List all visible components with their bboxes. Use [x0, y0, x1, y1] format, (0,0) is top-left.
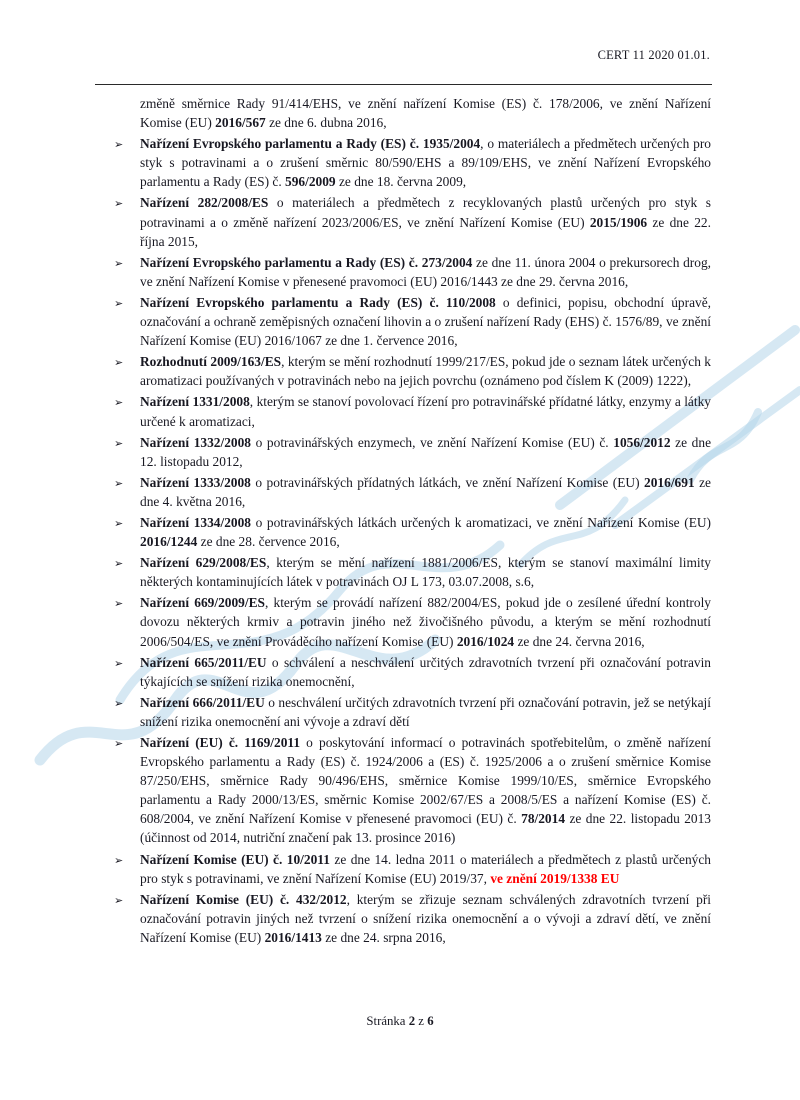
- text-run: Nařízení 669/2009/ES: [140, 595, 265, 611]
- text-run: o schválení a neschválení určitých zdravotních tvrzení při označování potravin týkajících se snížení rizika onemocnění,: [140, 654, 711, 689]
- text-run: ze dne 22. listopadu 2013 (účinnost od 2014, nutriční značení pak 13. prosince 2016): [140, 811, 711, 846]
- regulation-item: [114, 134, 711, 191]
- text-run: o materiálech a předmětech z recyklovaných plastů určených pro styk s potravinami a o změně nařízení 2023/2006/ES, ve znění Nařízení Komise (EU): [140, 195, 711, 230]
- bullet-arrow-icon: ➢: [114, 516, 124, 530]
- text-run: o potravinářských enzymech, ve znění Nařízení Komise (EU) č.: [251, 434, 614, 450]
- text-run: Nařízení Komise (EU) č. 10/2011: [140, 851, 330, 867]
- text-run: o neschválení určitých zdravotních tvrzení při označování potravin, jež se netýkají snížení rizika onemocnění ani vývoje a zdraví dětí: [140, 694, 711, 729]
- text-run: Nařízení Evropského parlamentu a Rady (ES) č. 1935/2004: [140, 136, 481, 152]
- text-run: , kterým se mění rozhodnutí 1999/217/ES, pokud jde o seznam látek určených k aromatizaci používaných v potravinách nebo na jejich povrchu (oznámeno pod číslem K (2009) 1222),: [140, 354, 711, 389]
- text-run: ze dne 24. srpna 2016,: [321, 929, 446, 945]
- text-run: Nařízení 282/2008/ES: [140, 195, 269, 211]
- regulation-item: [114, 433, 712, 471]
- text-run: Nařízení Komise (EU) č. 432/2012: [140, 891, 347, 907]
- regulation-item: [114, 513, 712, 551]
- text-run: Stránka: [366, 1014, 409, 1028]
- header-rule: [95, 84, 712, 85]
- text-run: , o materiálech a předmětech určených pro styk s potravinami a o zrušení směrnic 80/590/EHS a 89/109/EHS, ve znění Nařízení Evropského parlamentu a Rady (ES) č.: [140, 136, 711, 190]
- regulation-item: [114, 733, 711, 848]
- regulation-item: [114, 693, 711, 731]
- bullet-arrow-icon: ➢: [114, 436, 124, 450]
- bullet-arrow-icon: ➢: [114, 356, 124, 370]
- regulation-item: [114, 850, 711, 888]
- bullet-arrow-icon: ➢: [114, 737, 124, 750]
- text-run: ze dne 24. června 2016,: [514, 633, 645, 649]
- text-run: Nařízení Evropského parlamentu a Rady (ES) č. 110/2008: [140, 294, 496, 310]
- page-footer: [0, 1014, 800, 1029]
- text-run: o potravinářských přídatných látkách, ve znění Nařízení Komise (EU): [250, 474, 645, 490]
- text-run: 2016/1413: [264, 929, 322, 945]
- text-run: 2016/1244: [140, 534, 198, 550]
- doc-code: CERT 11 2020 01.01.: [597, 48, 710, 62]
- regulation-item: [114, 193, 711, 250]
- regulation-item: [114, 253, 711, 291]
- regulation-item: [114, 352, 711, 390]
- text-run: ze dne 14. ledna 2011 o materiálech a předmětech z plastů určených pro styk s potravinami, ve znění Nařízení Komise (EU) 2019/37,: [140, 851, 711, 886]
- text-run: ze dne 12. listopadu 2012,: [140, 434, 712, 469]
- text-run: 1056/2012: [613, 434, 671, 450]
- text-run: 596/2009: [285, 174, 336, 190]
- text-run: Nařízení 665/2011/EU: [140, 654, 267, 670]
- bullet-arrow-icon: ➢: [114, 256, 124, 270]
- text-run: Nařízení 629/2008/ES: [140, 555, 267, 571]
- bullet-arrow-icon: ➢: [114, 656, 124, 670]
- text-run: Nařízení 1332/2008: [140, 434, 251, 450]
- text-run: 78/2014: [521, 811, 566, 827]
- regulation-item: [114, 553, 711, 591]
- text-run: ze dne 18. června 2009,: [335, 174, 467, 190]
- text-run: o potravinářských látkách určených k aromatizaci, ve znění Nařízení Komise (EU): [250, 514, 712, 530]
- text-run: ze dne 28. července 2016,: [197, 534, 340, 550]
- regulation-item: [114, 392, 711, 430]
- text-run: 2: [408, 1014, 416, 1028]
- content: [114, 94, 712, 949]
- text-run: , kterým se provádí nařízení 882/2004/ES, pokud jde o zesílené úřední kontroly dovozu některých krmiv a potravin jiného než živočišného původu, a kterým se mění rozhodnutí 2006/504/ES, ve znění Prováděcího nařízení Komise (EU): [140, 595, 711, 649]
- bullet-arrow-icon: ➢: [114, 296, 124, 310]
- bullet-arrow-icon: ➢: [114, 696, 124, 710]
- text-run: o poskytování informací o potravinách spotřebitelům, o změně nařízení Evropského parlamentu a Rady (ES) č. 1924/2006 a (ES) č. 1925/2006 a o zrušení směrnice Komise 87/250/EHS, směrnice Rady 90/496/EHS, směrnice Komise 1999/10/ES, směrnice Evropského parlamentu a Rady 2000/13/ES, směrnic Komise 2002/67/ES a 2008/5/ES a nařízení Komise (ES) č. 608/2004, ve znění Nařízení Komise v přenesené pravomoci (EU) č.: [140, 735, 711, 827]
- text-run: ze dne 6. dubna 2016,: [265, 115, 387, 131]
- text-run: Nařízení Evropského parlamentu a Rady (ES) č. 273/2004: [140, 254, 473, 270]
- bullet-arrow-icon: ➢: [114, 597, 124, 611]
- regulation-item: [114, 473, 711, 511]
- bullet-arrow-icon: ➢: [114, 853, 124, 867]
- text-run: změně směrnice Rady 91/414/EHS, ve znění nařízení Komise (ES) č. 178/2006, ve znění Nařízení Komise (EU): [140, 96, 711, 131]
- regulation-list: [114, 134, 712, 947]
- regulation-item: [114, 593, 711, 650]
- text-run: 2016/691: [644, 474, 695, 490]
- text-run: , kterým se zřizuje seznam schválených zdravotních tvrzení při označování potravin jiných než tvrzení o snížení rizika onemocnění a o vývoji a zdraví dětí, ve znění Nařízení Komise (EU): [140, 891, 712, 945]
- text-run: Rozhodnutí 2009/163/ES: [140, 354, 282, 370]
- bullet-arrow-icon: ➢: [114, 476, 124, 490]
- text-run: ze dne 11. února 2004 o prekursorech drog, ve znění Nařízení Komise v přenesené pravomoci (EU) 2016/1443 ze dne 29. června 2016,: [140, 254, 711, 289]
- bullet-arrow-icon: ➢: [114, 197, 124, 211]
- regulation-item: [114, 653, 711, 691]
- text-run: ze dne 22. října 2015,: [140, 214, 711, 249]
- bullet-arrow-icon: ➢: [114, 138, 124, 152]
- text-run: Nařízení 1333/2008: [140, 474, 251, 490]
- bullet-arrow-icon: ➢: [114, 396, 124, 410]
- text-run: ze dne 4. května 2016,: [140, 474, 711, 509]
- regulation-item: [114, 293, 712, 350]
- text-run: Nařízení 1334/2008: [140, 514, 251, 530]
- text-run: Nařízení (EU) č. 1169/2011: [140, 735, 301, 750]
- text-run: , kterým se stanoví povolovací řízení pro potravinářské přídatné látky, enzymy a látky určené k aromatizaci,: [140, 394, 711, 429]
- intro-paragraph: [140, 94, 711, 132]
- text-run: 2015/1906: [589, 214, 648, 230]
- text-run: 6: [427, 1014, 434, 1028]
- text-run: z: [415, 1014, 428, 1028]
- text-run: Nařízení 1331/2008: [140, 394, 250, 410]
- text-run: Nařízení 666/2011/EU: [140, 694, 265, 710]
- regulation-item: [114, 890, 712, 947]
- bullet-arrow-icon: ➢: [114, 557, 124, 571]
- text-run: 2016/1024: [456, 633, 515, 649]
- text-run: 2016/567: [215, 115, 266, 131]
- text-run: o definici, popisu, obchodní úpravě, označování a ochraně zeměpisných označení lihovin a o zrušení nařízení Rady (EHS) č. 1576/89, ve znění Nařízení Komise (EU) 2016/1067 ze dne 1. července 2016,: [140, 294, 712, 349]
- text-run: , kterým se mění nařízení 1881/2006/ES, kterým se stanoví maximální limity některých kontaminujících látek v potravinách OJ L 173, 03.07.2008, s.6,: [140, 555, 711, 590]
- text-run: ve znění 2019/1338 EU: [490, 870, 620, 886]
- bullet-arrow-icon: ➢: [114, 893, 124, 907]
